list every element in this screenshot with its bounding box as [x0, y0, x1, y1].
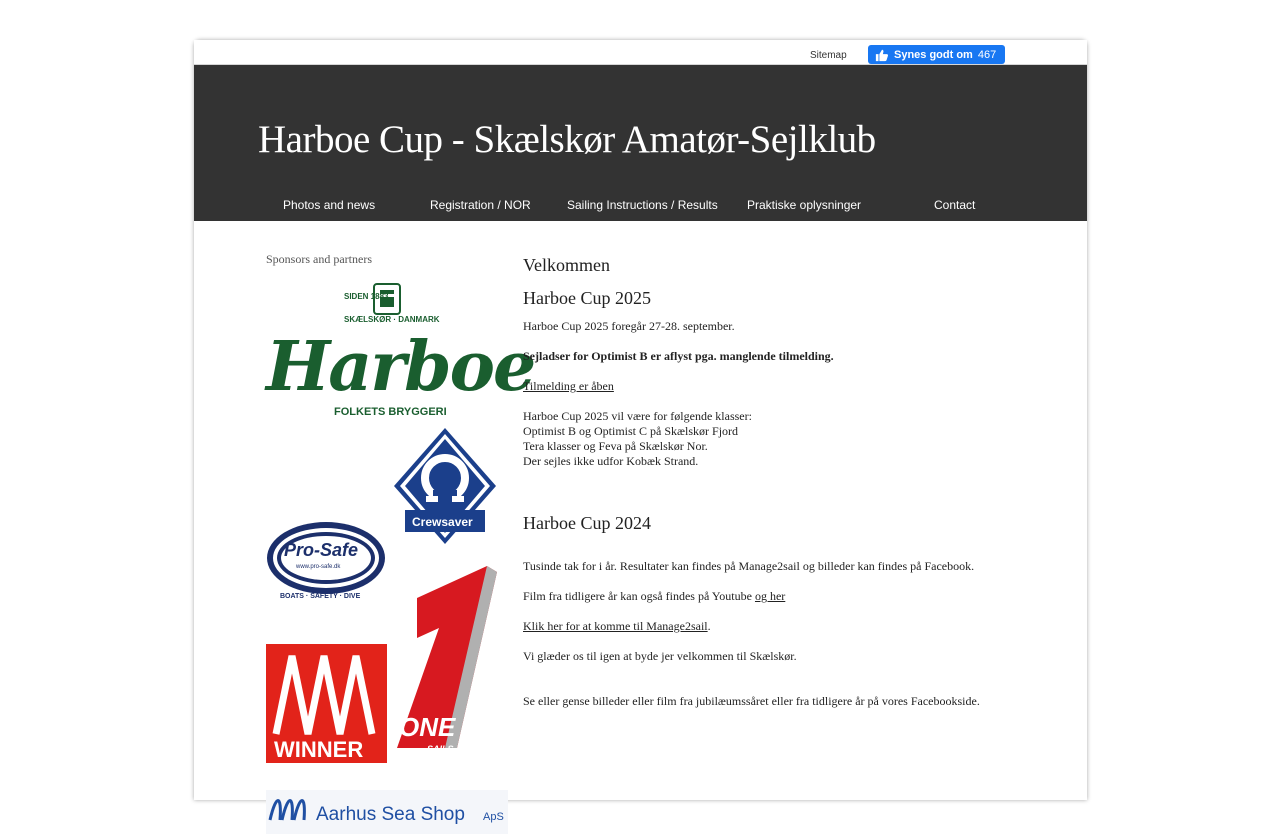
svg-text:SIDEN 1883: SIDEN 1883 [344, 292, 389, 301]
paragraph-welcome-back: Vi glæder os til igen at byde jer velkommen til Skælskør. [523, 649, 797, 663]
nav-item-sailing-instructions[interactable]: Sailing Instructions / Results [567, 198, 718, 212]
welcome-heading: Velkommen [523, 255, 610, 275]
pro-safe-logo[interactable] [266, 520, 388, 600]
paragraph-classes-1: Harboe Cup 2025 vil være for følgende klasser: [523, 409, 752, 423]
sitemap-link[interactable]: Sitemap [810, 50, 847, 61]
youtube-link[interactable]: og her [754, 589, 786, 603]
paragraph-classes-4: Der sejles ikke udfor Kobæk Strand. [523, 454, 699, 468]
thumbs-up-icon [875, 48, 889, 62]
winner-logo[interactable] [266, 644, 387, 763]
svg-text:Crewsaver: Crewsaver [412, 515, 473, 529]
paragraph-youtube [523, 589, 785, 604]
paragraph-facebook: Se eller gense billeder eller film fra jubilæumssåret eller fra tidligere år på vores Facebookside. [523, 694, 980, 708]
svg-text:Harboe: Harboe [266, 327, 535, 407]
sponsors-sidebar [266, 252, 535, 825]
nav-item-registration[interactable]: Registration / NOR [430, 198, 531, 212]
site-title: Harboe Cup - Skælskør Amatør-Sejlklub [258, 118, 876, 161]
svg-text:Aarhus Sea Shop: Aarhus Sea Shop [316, 804, 465, 825]
main-nav [194, 198, 1087, 220]
paragraph-cancelled: Sejladser for Optimist B er aflyst pga. manglende tilmelding. [523, 349, 834, 363]
svg-text:ApS: ApS [483, 811, 504, 823]
facebook-like-button[interactable] [868, 45, 1005, 64]
sidebar-title: Sponsors and partners [266, 252, 372, 266]
like-count: 467 [977, 48, 997, 61]
manage2sail-link[interactable]: Klik her for at komme til Manage2sail [523, 619, 708, 633]
paragraph-classes-3: Tera klasser og Feva på Skælskør Nor. [523, 439, 708, 453]
heading-2024: Harboe Cup 2024 [523, 513, 651, 533]
svg-text:SAILS: SAILS [427, 744, 454, 754]
top-bar [194, 40, 1087, 65]
svg-text:FOLKETS BRYGGERI: FOLKETS BRYGGERI [334, 406, 447, 418]
svg-text:WINNER: WINNER [274, 737, 364, 762]
page-container [194, 40, 1087, 825]
youtube-text: Film fra tidligere år kan også findes på Youtube [523, 589, 755, 603]
crewsaver-logo[interactable] [392, 426, 498, 548]
nav-item-photos-and-news[interactable]: Photos and news [283, 198, 376, 212]
site-header [194, 65, 1087, 221]
like-label: Synes godt om [894, 48, 973, 61]
svg-text:SKÆLSKØR · DANMARK: SKÆLSKØR · DANMARK [344, 315, 440, 324]
nav-item-praktiske-oplysninger[interactable]: Praktiske oplysninger [747, 198, 862, 212]
svg-text:Pro-Safe: Pro-Safe [284, 540, 359, 560]
harboe-logo[interactable] [266, 282, 535, 420]
aarhus-sea-shop-logo[interactable] [266, 790, 508, 834]
onesails-logo[interactable] [387, 558, 507, 764]
nav-item-contact[interactable]: Contact [934, 198, 976, 212]
period: . [707, 619, 711, 633]
paragraph-dates: Harboe Cup 2025 foregår 27-28. september. [523, 319, 735, 333]
signup-link[interactable]: Tilmelding er åben [523, 379, 614, 393]
svg-text:www.pro-safe.dk: www.pro-safe.dk [296, 564, 341, 570]
svg-text:BOATS · SAFETY · DIVE: BOATS · SAFETY · DIVE [280, 593, 361, 600]
paragraph-classes-2: Optimist B og Optimist C på Skælskør Fjord [523, 424, 739, 438]
svg-text:ONE: ONE [399, 712, 456, 742]
heading-2025: Harboe Cup 2025 [523, 288, 651, 308]
paragraph-thanks: Tusinde tak for i år. Resultater kan findes på Manage2sail og billeder kan findes på Facebook. [523, 559, 975, 573]
